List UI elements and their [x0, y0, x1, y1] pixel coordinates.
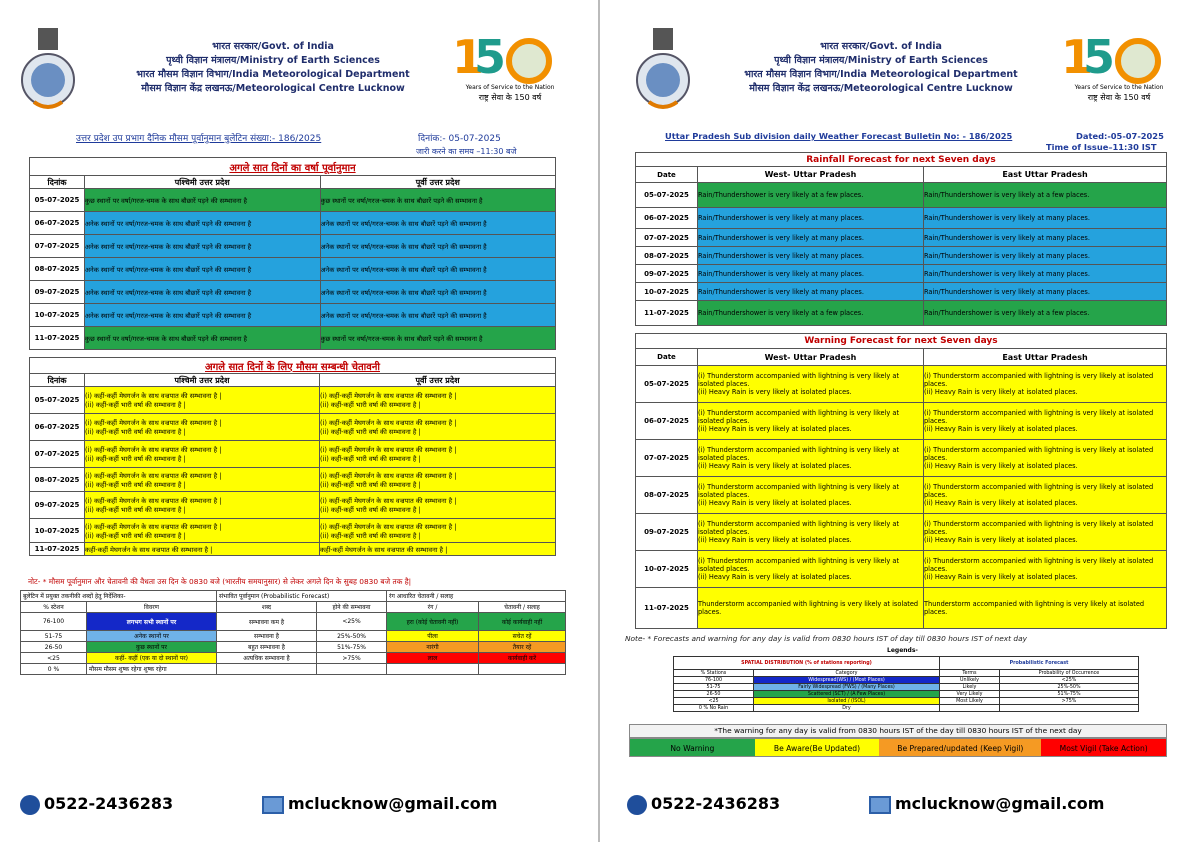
bulletin-date: दिनांक:- 05-07-2025 — [418, 134, 501, 144]
rain-west: Rain/Thundershower is very likely at a few places. — [698, 301, 924, 326]
issue-time: Time of Issue–11:30 IST — [1046, 142, 1157, 152]
rain-west: अनेक स्थानों पर वर्षा/गरज-चमक के साथ बौछारें पड़ने की सम्भावना है — [85, 304, 321, 327]
warn-east: (i) Thunderstorm accompanied with lightning is very likely at isolated places. (ii) Heavy Rain is very likely at isolated places. — [924, 366, 1167, 403]
rain-west: अनेक स्थानों पर वर्षा/गरज-चमक के साथ बौछारें पड़ने की सम्भावना है — [85, 258, 321, 281]
warn-east: (i) कहीं-कहीं मेघगर्जन के साथ वज्रपात की सम्भावना है | (ii) कहीं-कहीं भारी वर्षा की सम्भावना है | — [320, 441, 556, 468]
legend-head-color: रंग आधारित चेतावनी / सलाह — [387, 591, 566, 602]
date-cell: 07-07-2025 — [30, 441, 85, 468]
email-address[interactable]: mclucknow@gmail.com — [288, 794, 498, 813]
rain-east: Rain/Thundershower is very likely at many places. — [924, 208, 1167, 229]
rain-east: Rain/Thundershower is very likely at many places. — [924, 265, 1167, 283]
imd-150-years-logo: 1 5 Years of Service to the Nation राष्ट्र सेवा के 150 वर्ष — [1061, 36, 1171, 106]
mail-icon — [262, 796, 284, 814]
rain-east: Rain/Thundershower is very likely at many places. — [924, 283, 1167, 301]
rain-west: Rain/Thundershower is very likely at many places. — [698, 247, 924, 265]
legend-head-prob: संभावित पूर्वानुमान (Probabilistic Forecast) — [217, 591, 387, 602]
color-no-warning: No Warning — [630, 739, 755, 756]
rain-west: Rain/Thundershower is very likely at many places. — [698, 283, 924, 301]
warning-forecast-table-hi — [29, 357, 556, 556]
warn-east: (i) Thunderstorm accompanied with lightning is very likely at isolated places. (ii) Heavy Rain is very likely at isolated places. — [924, 514, 1167, 551]
warning-caption: Warning Forecast for next Seven days — [636, 334, 1167, 349]
bulletin-date: Dated:-05-07-2025 — [1076, 131, 1164, 141]
phone-contact — [20, 794, 173, 815]
email-contact — [262, 794, 497, 814]
date-cell: 10-07-2025 — [636, 551, 698, 588]
warn-west: (i) कहीं-कहीं मेघगर्जन के साथ वज्रपात की सम्भावना है | (ii) कहीं-कहीं भारी वर्षा की सम्भावना है | — [85, 519, 320, 543]
col-date: Date — [636, 167, 698, 183]
warn-east: (i) कहीं-कहीं मेघगर्जन के साथ वज्रपात की सम्भावना है | (ii) कहीं-कहीं भारी वर्षा की सम्भावना है | — [320, 414, 556, 441]
warn-west: Thunderstorm accompanied with lightning is very likely at isolated places. — [698, 588, 924, 629]
date-cell: 11-07-2025 — [30, 543, 85, 556]
govt-line: भारत सरकार/Govt. of India — [212, 41, 334, 52]
date-cell: 08-07-2025 — [30, 468, 85, 492]
date-cell: 09-07-2025 — [30, 492, 85, 519]
rain-west: Rain/Thundershower is very likely at many places. — [698, 229, 924, 247]
date-cell: 08-07-2025 — [636, 247, 698, 265]
ministry-line: पृथ्वी विज्ञान मंत्रालय/Ministry of Earth Sciences — [774, 55, 988, 66]
rain-east: Rain/Thundershower is very likely at many places. — [924, 229, 1167, 247]
rain-west: कुछ स्थानों पर वर्षा/गरज-चमक के साथ बौछारें पड़ने की सम्भावना है — [85, 327, 321, 350]
centre-line: मौसम विज्ञान केंद्र लखनऊ/Meteorological Centre Lucknow — [749, 83, 1013, 94]
warn-west: कहीं-कहीं मेघगर्जन के साथ वज्रपात की सम्भावना है | — [85, 543, 320, 556]
rain-west: अनेक स्थानों पर वर्षा/गरज-चमक के साथ बौछारें पड़ने की सम्भावना है — [85, 281, 321, 304]
color-be-aware: Be Aware(Be Updated) — [755, 739, 880, 756]
warn-east: (i) कहीं-कहीं मेघगर्जन के साथ वज्रपात की सम्भावना है | (ii) कहीं-कहीं भारी वर्षा की सम्भावना है | — [320, 519, 556, 543]
date-cell: 10-07-2025 — [30, 304, 85, 327]
english-bulletin-page — [601, 0, 1200, 842]
rain-east: Rain/Thundershower is very likely at a few places. — [924, 183, 1167, 208]
validity-note: नोट- * मौसम पूर्वानुमान और चेतावनी की वैधता उस दिन के 0830 बजे (भारतीय समयानुसार) से लेकर अगले दिन के सुबह 0830 बजे तक है| — [28, 577, 412, 586]
date-cell: 08-07-2025 — [30, 258, 85, 281]
warn-west: (i) कहीं-कहीं मेघगर्जन के साथ वज्रपात की सम्भावना है | (ii) कहीं-कहीं भारी वर्षा की सम्भावना है | — [85, 387, 320, 414]
col-date: दिनांक — [30, 176, 85, 189]
date-cell: 07-07-2025 — [30, 235, 85, 258]
mail-icon — [869, 796, 891, 814]
anniversary-ring-icon — [506, 38, 552, 84]
rain-west: Rain/Thundershower is very likely at a few places. — [698, 183, 924, 208]
legend-table-en: SPATIAL DISTRIBUTION (% of stations reporting) Probabilistic Forecast % Stations Category Terms Probability of Occurrence 76-100 Widespread(WS) / (Most Places) Unlikely <25% 51-75 Fairly Widespread (FWS) / (Many Places) Likely 25%-50% 26-50 Scattered (SCT) / (A Few Places) Very Likely 51%-75% <25 Isolated / (ISOL) Most Likely >75% 0 % No Rain Dry — [673, 656, 1139, 712]
col-west: पश्चिमी उत्तर प्रदेश — [85, 374, 320, 387]
col-west: पश्चिमी उत्तर प्रदेश — [85, 176, 321, 189]
col-east: East Uttar Pradesh — [924, 349, 1167, 366]
logo-tagline-en: Years of Service to the Nation — [465, 84, 555, 91]
imd-line: भारत मौसम विज्ञान विभाग/India Meteorological Department — [744, 69, 1018, 80]
date-cell: 06-07-2025 — [30, 212, 85, 235]
date-cell: 07-07-2025 — [636, 229, 698, 247]
warn-west: (i) कहीं-कहीं मेघगर्जन के साथ वज्रपात की सम्भावना है | (ii) कहीं-कहीं भारी वर्षा की सम्भावना है | — [85, 414, 320, 441]
warn-east: कहीं-कहीं मेघगर्जन के साथ वज्रपात की सम्भावना है | — [320, 543, 556, 556]
warn-east: (i) Thunderstorm accompanied with lightning is very likely at isolated places. (ii) Heavy Rain is very likely at isolated places. — [924, 440, 1167, 477]
col-date: Date — [636, 349, 698, 366]
date-cell: 05-07-2025 — [636, 366, 698, 403]
phone-number: 0522-2436283 — [651, 794, 781, 813]
date-cell: 07-07-2025 — [636, 440, 698, 477]
date-cell: 09-07-2025 — [636, 265, 698, 283]
govt-line: भारत सरकार/Govt. of India — [820, 41, 942, 52]
date-cell: 11-07-2025 — [636, 301, 698, 326]
rain-east: कुछ स्थानों पर वर्षा/गरज-चमक के साथ बौछारें पड़ने की सम्भावना है — [320, 189, 556, 212]
date-cell: 10-07-2025 — [636, 283, 698, 301]
date-cell: 10-07-2025 — [30, 519, 85, 543]
legend-table-hi: बुलेटिन में प्रयुक्त तकनीकी शब्दों हेतु निर्देशिका- संभावित पूर्वानुमान (Probabilistic Forecast) रंग आधारित चेतावनी / सलाह % स्टेशन विवरण शब्द होने की सम्भावना रंग / चेतावनी / सलाह 76-100 लगभग सभी स्थानों पर सम्भावना कम है <25% हरा (कोई चेतावनी नहीं) कोई कार्यवाही नहीं 51-75 अनेक स्थानों पर सम्भावना है 25%-50% पीला सचेत रहें 26-50 कुछ स्थानों पर बहुत सम्भावना है 51%-75% नारंगी तैयार रहें <25 कहीं- कहीं (एक या दो स्थानों पर) अत्यधिक सम्भावना है >75% लाल कार्यवाही करें 0 % मौसम मौसम शुष्क रहेगा शुष्क रहेगा — [20, 590, 566, 675]
warning-caption: अगले सात दिनों के लिए मौसम सम्बन्धी चेतावनी — [30, 358, 556, 374]
warn-west: (i) कहीं-कहीं मेघगर्जन के साथ वज्रपात की सम्भावना है | (ii) कहीं-कहीं भारी वर्षा की सम्भावना है | — [85, 441, 320, 468]
col-east: पूर्वी उत्तर प्रदेश — [320, 374, 556, 387]
rain-east: अनेक स्थानों पर वर्षा/गरज-चमक के साथ बौछारें पड़ने की सम्भावना है — [320, 258, 556, 281]
col-west: West- Uttar Pradesh — [698, 167, 924, 183]
rain-west: Rain/Thundershower is very likely at many places. — [698, 265, 924, 283]
warning-forecast-table-en — [635, 333, 1167, 629]
col-east: East Uttar Pradesh — [924, 167, 1167, 183]
anniversary-ring-icon — [1115, 38, 1161, 84]
date-cell: 11-07-2025 — [636, 588, 698, 629]
color-be-prepared: Be Prepared/updated (Keep Vigil) — [879, 739, 1041, 756]
warn-east: (i) Thunderstorm accompanied with lightning is very likely at isolated places. (ii) Heavy Rain is very likely at isolated places. — [924, 551, 1167, 588]
rain-west: कुछ स्थानों पर वर्षा/गरज-चमक के साथ बौछारें पड़ने की सम्भावना है — [85, 189, 321, 212]
rain-east: Rain/Thundershower is very likely at many places. — [924, 247, 1167, 265]
date-cell: 08-07-2025 — [636, 477, 698, 514]
warn-east: (i) Thunderstorm accompanied with lightning is very likely at isolated places. (ii) Heavy Rain is very likely at isolated places. — [924, 477, 1167, 514]
warn-east: (i) कहीं-कहीं मेघगर्जन के साथ वज्रपात की सम्भावना है | (ii) कहीं-कहीं भारी वर्षा की सम्भावना है | — [320, 492, 556, 519]
legend-head-terms: बुलेटिन में प्रयुक्त तकनीकी शब्दों हेतु निर्देशिका- — [21, 591, 217, 602]
warn-west: (i) कहीं-कहीं मेघगर्जन के साथ वज्रपात की सम्भावना है | (ii) कहीं-कहीं भारी वर्षा की सम्भावना है | — [85, 492, 320, 519]
phone-number: 0522-2436283 — [44, 794, 174, 813]
letterhead — [108, 40, 438, 96]
phone-contact — [627, 794, 780, 815]
rain-west: अनेक स्थानों पर वर्षा/गरज-चमक के साथ बौछारें पड़ने की सम्भावना है — [85, 235, 321, 258]
warn-east: (i) कहीं-कहीं मेघगर्जन के साथ वज्रपात की सम्भावना है | (ii) कहीं-कहीं भारी वर्षा की सम्भावना है | — [320, 387, 556, 414]
logo-tagline-hi: राष्ट्र सेवा के 150 वर्ष — [478, 93, 542, 102]
validity-note: Note- * Forecasts and warning for any day is valid from 0830 hours IST of day till 0830 hours IST of next day — [625, 634, 1027, 643]
rainfall-caption: अगले सात दिनों का वर्षा पूर्वानुमान — [30, 158, 556, 176]
imd-150-years-logo: 1 5 Years of Service to the Nation राष्ट्र सेवा के 150 वर्ष — [452, 36, 562, 106]
rain-east: अनेक स्थानों पर वर्षा/गरज-चमक के साथ बौछारें पड़ने की सम्भावना है — [320, 235, 556, 258]
date-cell: 09-07-2025 — [636, 514, 698, 551]
ministry-line: पृथ्वी विज्ञान मंत्रालय/Ministry of Earth Sciences — [166, 55, 380, 66]
date-cell: 05-07-2025 — [30, 387, 85, 414]
date-cell: 05-07-2025 — [30, 189, 85, 212]
date-cell: 06-07-2025 — [30, 414, 85, 441]
rain-east: Rain/Thundershower is very likely at a few places. — [924, 301, 1167, 326]
warn-west: (i) Thunderstorm accompanied with lightning is very likely at isolated places. (ii) Heavy Rain is very likely at isolated places. — [698, 514, 924, 551]
phone-icon — [20, 795, 40, 815]
issue-time: जारी करने का समय –11:30 बजे — [416, 147, 517, 156]
logo-tagline-en: Years of Service to the Nation — [1074, 84, 1164, 91]
rain-west: Rain/Thundershower is very likely at many places. — [698, 208, 924, 229]
bulletin-number: उत्तर प्रदेश उप प्रभाग दैनिक मौसम पूर्वानुमान बुलेटिन संख्या:- 186/2025 — [76, 134, 322, 144]
date-cell: 05-07-2025 — [636, 183, 698, 208]
rainfall-forecast-table-en — [635, 152, 1167, 326]
warn-east: Thunderstorm accompanied with lightning is very likely at isolated places. — [924, 588, 1167, 629]
email-address[interactable]: mclucknow@gmail.com — [895, 794, 1105, 813]
national-emblem-icon — [18, 28, 82, 112]
phone-icon — [627, 795, 647, 815]
date-cell: 06-07-2025 — [636, 403, 698, 440]
rain-east: कुछ स्थानों पर वर्षा/गरज-चमक के साथ बौछारें पड़ने की सम्भावना है — [320, 327, 556, 350]
warning-validity-bar: *The warning for any day is valid from 0830 hours IST of the day till 0830 hours IST of the next day — [629, 724, 1167, 738]
warn-west: (i) Thunderstorm accompanied with lightning is very likely at isolated places. (ii) Heavy Rain is very likely at isolated places. — [698, 477, 924, 514]
letterhead — [716, 40, 1046, 96]
rainfall-caption: Rainfall Forecast for next Seven days — [636, 153, 1167, 167]
warn-west: (i) Thunderstorm accompanied with lightning is very likely at isolated places. (ii) Heavy Rain is very likely at isolated places. — [698, 366, 924, 403]
warn-east: (i) Thunderstorm accompanied with lightning is very likely at isolated places. (ii) Heavy Rain is very likely at isolated places. — [924, 403, 1167, 440]
col-date: दिनांक — [30, 374, 85, 387]
rainfall-forecast-table-hi — [29, 157, 556, 350]
warn-west: (i) Thunderstorm accompanied with lightning is very likely at isolated places. (ii) Heavy Rain is very likely at isolated places. — [698, 403, 924, 440]
col-east: पूर्वी उत्तर प्रदेश — [320, 176, 556, 189]
color-take-action: Most Vigil (Take Action) — [1041, 739, 1166, 756]
legends-label: Legends- — [887, 647, 918, 654]
logo-tagline-hi: राष्ट्र सेवा के 150 वर्ष — [1087, 93, 1151, 102]
warn-west: (i) Thunderstorm accompanied with lightning is very likely at isolated places. (ii) Heavy Rain is very likely at isolated places. — [698, 551, 924, 588]
date-cell: 09-07-2025 — [30, 281, 85, 304]
bulletin-number: Uttar Pradesh Sub division daily Weather Forecast Bulletin No: - 186/2025 — [665, 131, 1013, 141]
warn-west: (i) कहीं-कहीं मेघगर्जन के साथ वज्रपात की सम्भावना है | (ii) कहीं-कहीं भारी वर्षा की सम्भावना है | — [85, 468, 320, 492]
imd-line: भारत मौसम विज्ञान विभाग/India Meteorological Department — [136, 69, 410, 80]
national-emblem-icon — [633, 28, 697, 112]
col-west: West- Uttar Pradesh — [698, 349, 924, 366]
date-cell: 06-07-2025 — [636, 208, 698, 229]
rain-east: अनेक स्थानों पर वर्षा/गरज-चमक के साथ बौछारें पड़ने की सम्भावना है — [320, 212, 556, 235]
rain-east: अनेक स्थानों पर वर्षा/गरज-चमक के साथ बौछारें पड़ने की सम्भावना है — [320, 281, 556, 304]
rain-east: अनेक स्थानों पर वर्षा/गरज-चमक के साथ बौछारें पड़ने की सम्भावना है — [320, 304, 556, 327]
centre-line: मौसम विज्ञान केंद्र लखनऊ/Meteorological Centre Lucknow — [141, 83, 405, 94]
email-contact — [869, 794, 1104, 814]
date-cell: 11-07-2025 — [30, 327, 85, 350]
warn-east: (i) कहीं-कहीं मेघगर्जन के साथ वज्रपात की सम्भावना है | (ii) कहीं-कहीं भारी वर्षा की सम्भावना है | — [320, 468, 556, 492]
color-code-bar — [629, 738, 1167, 757]
rain-west: अनेक स्थानों पर वर्षा/गरज-चमक के साथ बौछारें पड़ने की सम्भावना है — [85, 212, 321, 235]
warn-west: (i) Thunderstorm accompanied with lightning is very likely at isolated places. (ii) Heavy Rain is very likely at isolated places. — [698, 440, 924, 477]
